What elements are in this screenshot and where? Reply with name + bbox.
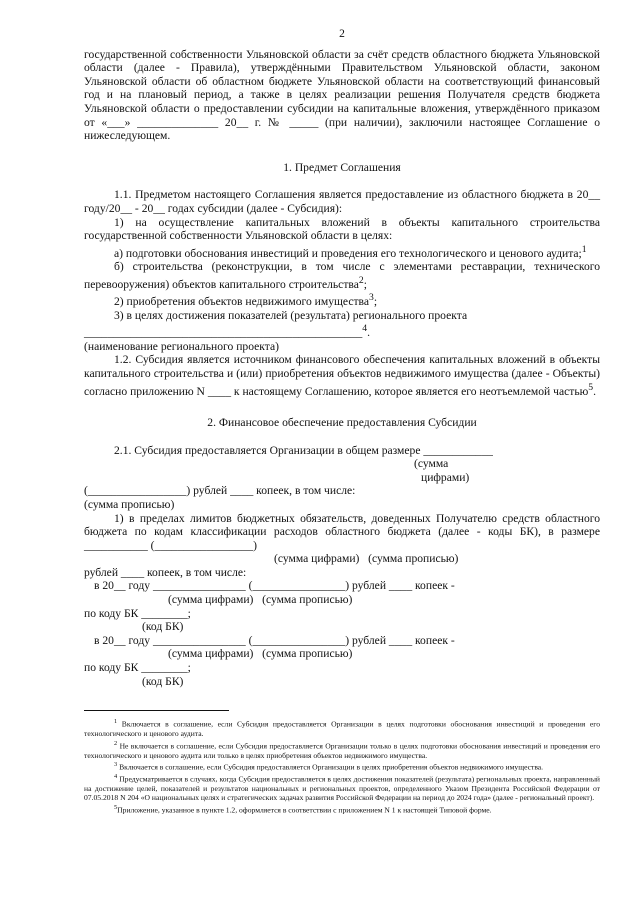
item-b-text: б) строительства (реконструкции, в том числе с элементами реставрации, технического перевооружения) объектов капитального строительства xyxy=(84,260,600,291)
kbk-caption-2: (код БК) xyxy=(142,674,184,688)
clause-2-1-item-1: 1) в пределах лимитов бюджетных обязательств, доведенных Получателю средств областного бюджета по кодам классификации расходов областного бюджета (далее - коды БК), в размере ___________ (_________________) xyxy=(84,511,600,552)
year-line-2: в 20__ году ________________ (________________) рублей ____ копеек - xyxy=(94,633,455,647)
item-a-text: а) подготовки обоснования инвестиций и проведения его технологического и ценового аудита; xyxy=(114,246,582,260)
footnote-mark: 1 xyxy=(114,718,118,726)
footnote-mark: 5 xyxy=(114,803,118,811)
footnote-divider xyxy=(84,710,229,711)
footnote-2 xyxy=(84,739,600,760)
footnote-1 xyxy=(84,717,600,738)
footnote-ref-2: 2 xyxy=(358,274,364,286)
footnote-text: Включается в соглашение, если Субсидия предоставляется Организации в целях приобретения объектов недвижимого имущества. xyxy=(119,762,544,772)
kbk-line-1: по коду БК ________; xyxy=(84,606,191,620)
footnote-4 xyxy=(84,772,600,803)
year-caption-2: (сумма цифрами) (сумма прописью) xyxy=(168,647,353,661)
regional-project-line: ________________________________________________$^4$. xyxy=(84,323,370,340)
footnote-ref-3: 3 xyxy=(369,292,374,304)
document-page xyxy=(84,28,600,815)
footnote-mark: 4 xyxy=(114,772,118,780)
footnote-text: Приложение, указанное в пункте 1.2, оформляется в соответствии с приложением N 1 к настоящей Типовой форме. xyxy=(117,805,492,815)
year-line-1: в 20__ году ________________ (________________) рублей ____ копеек - xyxy=(94,579,455,593)
clause-1-1-item-a xyxy=(84,243,600,260)
item-2-text: 2) приобретения объектов недвижимого имущества xyxy=(114,295,370,309)
sum-words-caption: (сумма прописью) xyxy=(84,497,175,511)
intro-paragraph: государственной собственности Ульяновской области за счёт средств областного бюджета Ульяновской области (далее - Правила), утверждёнными Правительством Ульяновской области, законом Ульяновской области об областном бюджете Ульяновской области на соответствующий финансовый год и на плановый период, а также в целях реализации решения Получателя средств бюджета Ульяновской области о предоставлении субсидии на капитальные вложения, утверждённого приказом от «___» ______________ 20__ г. № _____ (при наличии), заключили настоящее Соглашение о нижеследующем. xyxy=(84,47,600,143)
footnote-text: Включается в соглашение, если Субсидия предоставляется Организации в целях подготовки обоснования инвестиций и проведения его технологического и ценового аудита. xyxy=(84,719,600,739)
sums-caption: (сумма цифрами) (сумма прописью) xyxy=(274,552,459,566)
section-1-title: 1. Предмет Соглашения xyxy=(283,160,401,174)
kbk-line-2: по коду БК ________; xyxy=(84,661,191,675)
rubles-line-2: рублей ____ копеек, в том числе: xyxy=(84,565,247,579)
rubles-line: (_________________) рублей ____ копеек, в том числе: xyxy=(84,484,356,498)
footnote-5 xyxy=(84,803,600,815)
clause-1-1-item-b: б) строительства (реконструкции, в том числе с элементами реставрации, технического перевооружения) объектов капитального строительства$^2$; xyxy=(84,260,600,291)
year-caption-1: (сумма цифрами) (сумма прописью) xyxy=(168,593,353,607)
footnote-ref-1: 1 xyxy=(581,243,587,255)
footnote-mark: 3 xyxy=(114,760,118,768)
footnote-text: Не включается в соглашение, если Субсидия предоставляется Организации только в целях подготовки обоснования инвестиций и проведения его технологического и ценового аудита или только в целях приобретения объектов недвижимого имущества. xyxy=(84,741,600,760)
clause-1-1: 1.1. Предметом настоящего Соглашения является предоставление из областного бюджета в 20__ году/20__ - 20__ годах субсидии (далее - Субсидия): xyxy=(84,188,600,215)
sum-digits-caption-a: (сумма xyxy=(414,457,449,471)
clause-1-1-item-1: 1) на осуществление капитальных вложений в объекты капитального строительства государственной собственности Ульяновской области в целях: xyxy=(84,215,600,243)
clause-2-1: 2.1. Субсидия предоставляется Организации в общем размере ____________ xyxy=(114,443,493,457)
clause-1-1-item-3: 3) в целях достижения показателей (результата) регионального проекта xyxy=(114,308,468,322)
footnote-mark: 2 xyxy=(114,739,118,747)
regional-project-caption: (наименование регионального проекта) xyxy=(84,339,279,353)
footnote-text: Предусматривается в случаях, когда Субсидия предоставляется в целях достижения показателей (результата) региональных проекта, направленный на достижение целей, показателей и результатов национальных и региональных проектов, определенного Указом Президента Российской Федерации от 07.05.2018 N 204 «О национальных целях и стратегических задачах развития Российской Федерации на период до 2024 года» (далее - региональный проект). xyxy=(84,774,600,803)
footnote-ref-5: 5 xyxy=(588,381,594,393)
kbk-caption-1: (код БК) xyxy=(142,620,184,634)
clause-1-2-text: 1.2. Субсидия является источником финансового обеспечения капитальных вложений в объекты капитального строительства и (или) приобретения объектов недвижимого имущества (далее - Объекты) согласно приложению N ____ к настоящему Соглашению, которое является его неотъемлемой частью xyxy=(84,353,600,398)
regional-project-blank: ________________________________________________ xyxy=(84,326,363,340)
section-2-title: 2. Финансовое обеспечение предоставления Субсидии xyxy=(207,415,477,429)
clause-1-1-item-2: 2) приобретения объектов недвижимого имущества$^3$; xyxy=(114,292,378,309)
clause-1-2: 1.2. Субсидия является источником финансового обеспечения капитальных вложений в объекты капитального строительства и (или) приобретения объектов недвижимого имущества (далее - Объекты) согласно приложению N ____ к настоящему Соглашению, которое является его неотъемлемой частью$^5$. xyxy=(84,353,600,398)
footnote-ref-4: 4 xyxy=(362,323,368,335)
sum-digits-caption-b: цифрами) xyxy=(421,470,470,484)
footnote-3 xyxy=(84,760,600,772)
page-number: 2 xyxy=(339,28,345,40)
